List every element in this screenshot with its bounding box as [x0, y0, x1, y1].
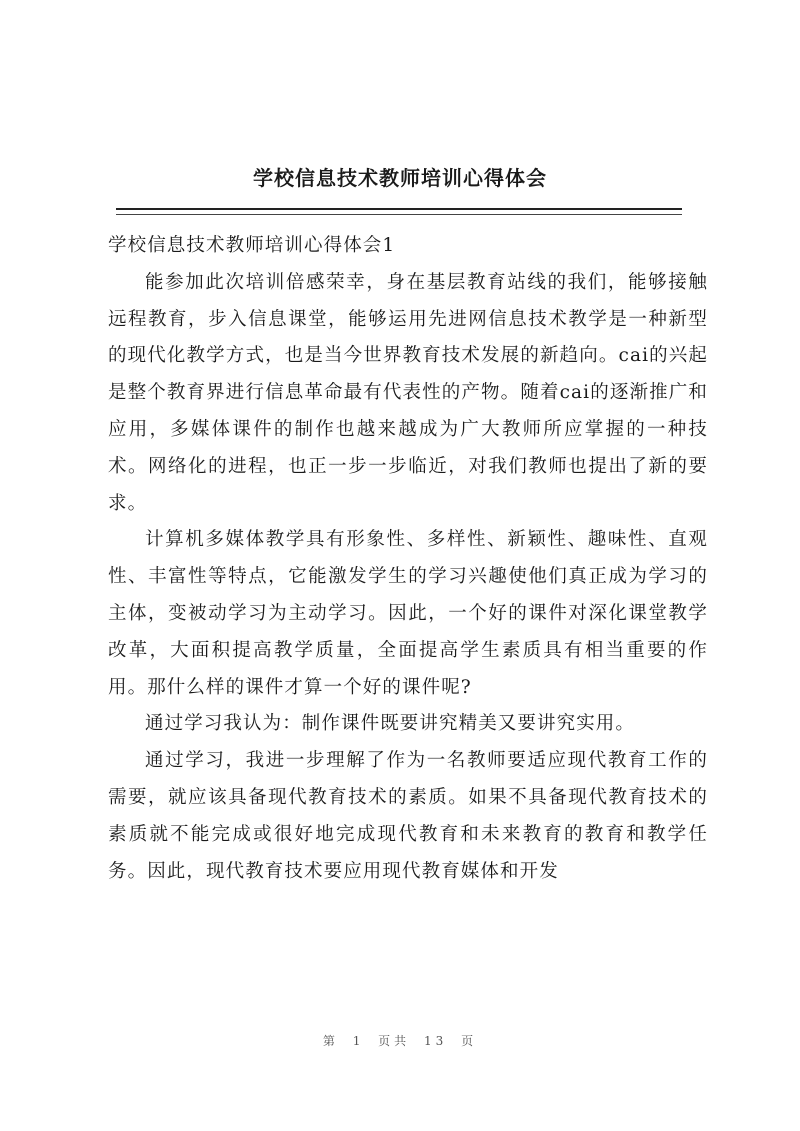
- section-heading: 学校信息技术教师培训心得体会1: [108, 235, 396, 256]
- paragraph-2: 计算机多媒体教学具有形象性、多样性、新颖性、趣味性、直观性、丰富性等特点，它能激发学生的学习兴趣使他们真正成为学习的主体，变被动学习为主动学习。因此，一个好的课件对深化课堂教学改革，大面积提高教学质量，全面提高学生素质具有相当重要的作用。那什么样的课件才算一个好的课件呢?: [108, 529, 708, 698]
- title-divider: [116, 208, 682, 210]
- document-title: 学校信息技术教师培训心得体会: [253, 166, 547, 190]
- page-footer: 第 1 页共 13 页: [322, 1034, 478, 1048]
- paragraph-1: 能参加此次培训倍感荣幸，身在基层教育站线的我们，能够接触远程教育，步入信息课堂，能够运用先进网信息技术教学是一种新型的现代化教学方式，也是当今世界教育技术发展的新趋向。cai的兴起是整个教育界进行信息革命最有代表性的产物。随着cai的逐渐推广和应用，多媒体课件的制作也越来越成为广大教师所应掌握的一种技术。网络化的进程，也正一步一步临近，对我们教师也提出了新的要求。: [108, 271, 708, 514]
- document-body: [108, 228, 708, 890]
- paragraph-4: 通过学习，我进一步理解了作为一名教师要适应现代教育工作的需要，就应该具备现代教育技术的素质。如果不具备现代教育技术的素质就不能完成或很好地完成现代教育和未来教育的教育和教学任务。因此，现代教育技术要应用现代教育媒体和开发: [108, 750, 708, 882]
- title-divider-thin: [116, 214, 682, 215]
- paragraph-3: 通过学习我认为：制作课件既要讲究精美又要讲究实用。: [145, 713, 636, 735]
